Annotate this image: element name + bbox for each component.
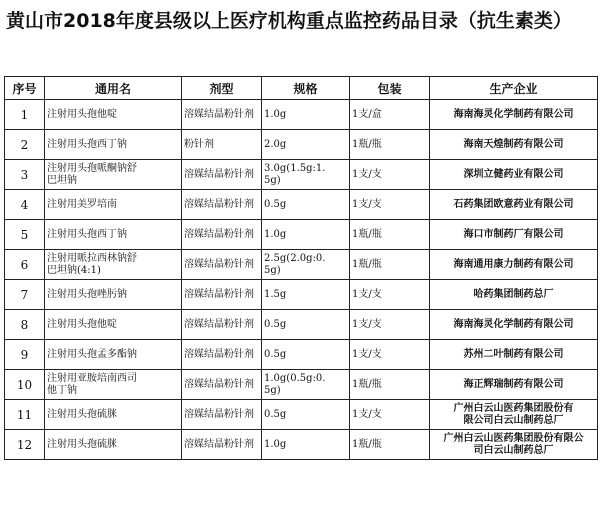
cell-serial-number: 3 bbox=[5, 160, 45, 190]
cell-manufacturer: 广州白云山医药集团股份有限公 司白云山制药总厂 bbox=[430, 430, 598, 460]
cell-dosage-form: 溶媒结晶粉针剂 bbox=[182, 400, 262, 430]
cell-dosage-form: 溶媒结晶粉针剂 bbox=[182, 430, 262, 460]
table-row bbox=[5, 370, 598, 400]
cell-specification: 3.0g(1.5g:1. 5g) bbox=[262, 160, 350, 190]
cell-serial-number: 5 bbox=[5, 220, 45, 250]
cell-packaging: 1支/支 bbox=[350, 160, 430, 190]
cell-packaging: 1瓶/瓶 bbox=[350, 370, 430, 400]
cell-packaging: 1支/支 bbox=[350, 190, 430, 220]
cell-generic-name: 注射用头孢西丁钠 bbox=[45, 130, 182, 160]
drug-list-table bbox=[4, 76, 598, 460]
cell-generic-name: 注射用头孢孟多酯钠 bbox=[45, 340, 182, 370]
header-generic-name: 通用名 bbox=[45, 77, 182, 100]
cell-specification: 0.5g bbox=[262, 400, 350, 430]
cell-serial-number: 12 bbox=[5, 430, 45, 460]
cell-specification: 0.5g bbox=[262, 340, 350, 370]
table-row bbox=[5, 250, 598, 280]
cell-manufacturer: 哈药集团制药总厂 bbox=[430, 280, 598, 310]
cell-dosage-form: 溶媒结晶粉针剂 bbox=[182, 190, 262, 220]
cell-serial-number: 8 bbox=[5, 310, 45, 340]
cell-dosage-form: 溶媒结晶粉针剂 bbox=[182, 160, 262, 190]
header-serial-number: 序号 bbox=[5, 77, 45, 100]
cell-generic-name: 注射用头孢硫脒 bbox=[45, 400, 182, 430]
cell-packaging: 1支/支 bbox=[350, 400, 430, 430]
cell-serial-number: 6 bbox=[5, 250, 45, 280]
cell-specification: 1.5g bbox=[262, 280, 350, 310]
header-manufacturer: 生产企业 bbox=[430, 77, 598, 100]
cell-specification: 1.0g bbox=[262, 430, 350, 460]
document-title: 黄山市2018年度县级以上医疗机构重点监控药品目录（抗生素类） bbox=[6, 10, 572, 32]
cell-specification: 2.0g bbox=[262, 130, 350, 160]
cell-manufacturer: 海正辉瑞制药有限公司 bbox=[430, 370, 598, 400]
cell-serial-number: 1 bbox=[5, 100, 45, 130]
cell-dosage-form: 溶媒结晶粉针剂 bbox=[182, 100, 262, 130]
cell-dosage-form: 溶媒结晶粉针剂 bbox=[182, 310, 262, 340]
header-specification: 规格 bbox=[262, 77, 350, 100]
cell-packaging: 1支/盒 bbox=[350, 100, 430, 130]
cell-generic-name: 注射用头孢唑肟钠 bbox=[45, 280, 182, 310]
cell-generic-name: 注射用头孢硫脒 bbox=[45, 430, 182, 460]
cell-generic-name: 注射用头孢哌酮钠舒 巴坦钠 bbox=[45, 160, 182, 190]
table-row bbox=[5, 160, 598, 190]
cell-dosage-form: 粉针剂 bbox=[182, 130, 262, 160]
cell-manufacturer: 石药集团欧意药业有限公司 bbox=[430, 190, 598, 220]
cell-generic-name: 注射用头孢他啶 bbox=[45, 100, 182, 130]
cell-packaging: 1支/支 bbox=[350, 340, 430, 370]
header-packaging: 包装 bbox=[350, 77, 430, 100]
cell-specification: 1.0g bbox=[262, 100, 350, 130]
cell-generic-name: 注射用美罗培南 bbox=[45, 190, 182, 220]
table-row bbox=[5, 430, 598, 460]
cell-manufacturer: 广州白云山医药集团股份有 限公司白云山制药总厂 bbox=[430, 400, 598, 430]
cell-dosage-form: 溶媒结晶粉针剂 bbox=[182, 220, 262, 250]
table-row bbox=[5, 130, 598, 160]
cell-specification: 1.0g(0.5g:0. 5g) bbox=[262, 370, 350, 400]
cell-manufacturer: 海南天煌制药有限公司 bbox=[430, 130, 598, 160]
cell-serial-number: 4 bbox=[5, 190, 45, 220]
table-header-row bbox=[5, 77, 598, 100]
table-row bbox=[5, 190, 598, 220]
cell-specification: 0.5g bbox=[262, 190, 350, 220]
cell-serial-number: 7 bbox=[5, 280, 45, 310]
cell-manufacturer: 海南海灵化学制药有限公司 bbox=[430, 310, 598, 340]
header-dosage-form: 剂型 bbox=[182, 77, 262, 100]
table-row bbox=[5, 310, 598, 340]
cell-manufacturer: 苏州二叶制药有限公司 bbox=[430, 340, 598, 370]
cell-generic-name: 注射用头孢西丁钠 bbox=[45, 220, 182, 250]
table-row bbox=[5, 100, 598, 130]
table-row bbox=[5, 220, 598, 250]
cell-packaging: 1瓶/瓶 bbox=[350, 220, 430, 250]
cell-specification: 1.0g bbox=[262, 220, 350, 250]
cell-dosage-form: 溶媒结晶粉针剂 bbox=[182, 250, 262, 280]
cell-specification: 0.5g bbox=[262, 310, 350, 340]
cell-dosage-form: 溶媒结晶粉针剂 bbox=[182, 370, 262, 400]
cell-serial-number: 9 bbox=[5, 340, 45, 370]
cell-packaging: 1支/支 bbox=[350, 280, 430, 310]
cell-packaging: 1瓶/瓶 bbox=[350, 130, 430, 160]
cell-manufacturer: 海南海灵化学制药有限公司 bbox=[430, 100, 598, 130]
table-row bbox=[5, 340, 598, 370]
table-row bbox=[5, 400, 598, 430]
table-row bbox=[5, 280, 598, 310]
cell-manufacturer: 海南通用康力制药有限公司 bbox=[430, 250, 598, 280]
cell-packaging: 1瓶/瓶 bbox=[350, 430, 430, 460]
cell-serial-number: 2 bbox=[5, 130, 45, 160]
cell-serial-number: 10 bbox=[5, 370, 45, 400]
cell-packaging: 1瓶/瓶 bbox=[350, 250, 430, 280]
cell-manufacturer: 深圳立健药业有限公司 bbox=[430, 160, 598, 190]
cell-dosage-form: 溶媒结晶粉针剂 bbox=[182, 280, 262, 310]
cell-generic-name: 注射用头孢他啶 bbox=[45, 310, 182, 340]
cell-specification: 2.5g(2.0g:0. 5g) bbox=[262, 250, 350, 280]
cell-serial-number: 11 bbox=[5, 400, 45, 430]
cell-packaging: 1支/支 bbox=[350, 310, 430, 340]
cell-generic-name: 注射用亚胺培南西司 他丁钠 bbox=[45, 370, 182, 400]
cell-manufacturer: 海口市制药厂有限公司 bbox=[430, 220, 598, 250]
cell-generic-name: 注射用哌拉西林钠舒 巴坦钠(4:1) bbox=[45, 250, 182, 280]
cell-dosage-form: 溶媒结晶粉针剂 bbox=[182, 340, 262, 370]
